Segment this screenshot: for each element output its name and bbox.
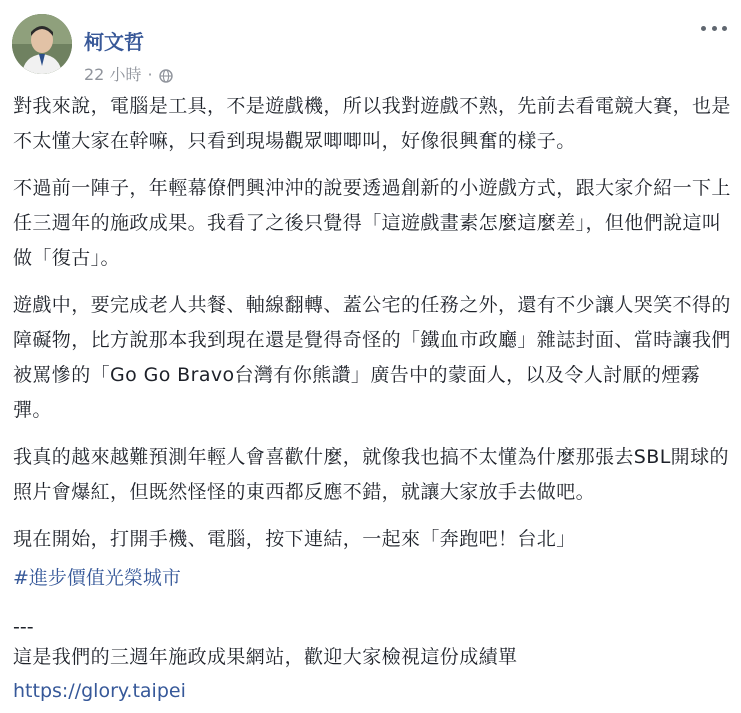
post-body	[13, 89, 733, 706]
post-paragraph-3: 遊戲中，要完成老人共餐、軸線翻轉、蓋公宅的任務之外，還有不少讓人哭笑不得的障礙物，比方說那本我到現在還是覺得奇怪的「鐵血市政廳」雜誌封面、當時讓我們被罵慘的「Go Go Bravo台灣有你熊讚」廣告中的蒙面人，以及令人討厭的煙霧彈。	[13, 294, 731, 421]
author-name[interactable]: 柯文哲	[84, 30, 144, 54]
post-paragraph-1: 對我來說，電腦是工具，不是遊戲機，所以我對遊戲不熟，先前去看電競大賽，也是不太懂大家在幹嘛，只看到現場觀眾唧唧叫，好像很興奮的樣子。	[13, 95, 731, 152]
post-paragraph-5: 現在開始，打開手機、電腦，按下連結，一起來「奔跑吧！台北」	[13, 528, 576, 550]
post-timestamp[interactable]: 22 小時	[84, 65, 142, 84]
hashtag-link[interactable]: #進步價值光榮城市	[13, 567, 181, 589]
divider-text: ---	[13, 616, 34, 638]
website-link[interactable]: https://glory.taipei	[13, 680, 186, 702]
meta-separator: ·	[147, 65, 153, 84]
post-paragraph-2: 不過前一陣子，年輕幕僚們興沖沖的說要透過創新的小遊戲方式，跟大家介紹一下上任三週年的施政成果。我看了之後只覺得「這遊戲畫素怎麼這麼差」，但他們說這叫做「復古」。	[13, 177, 731, 269]
globe-icon[interactable]	[159, 68, 173, 82]
post-meta	[84, 65, 173, 85]
avatar[interactable]	[12, 14, 72, 74]
closing-text: 這是我們的三週年施政成果網站，歡迎大家檢視這份成績單	[13, 646, 518, 668]
more-options-icon[interactable]	[701, 22, 727, 34]
post-paragraph-4: 我真的越來越難預測年輕人會喜歡什麼，就像我也搞不太懂為什麼那張去SBL開球的照片會爆紅，但既然怪怪的東西都反應不錯，就讓大家放手去做吧。	[13, 446, 729, 503]
avatar-photo-icon	[12, 14, 72, 74]
